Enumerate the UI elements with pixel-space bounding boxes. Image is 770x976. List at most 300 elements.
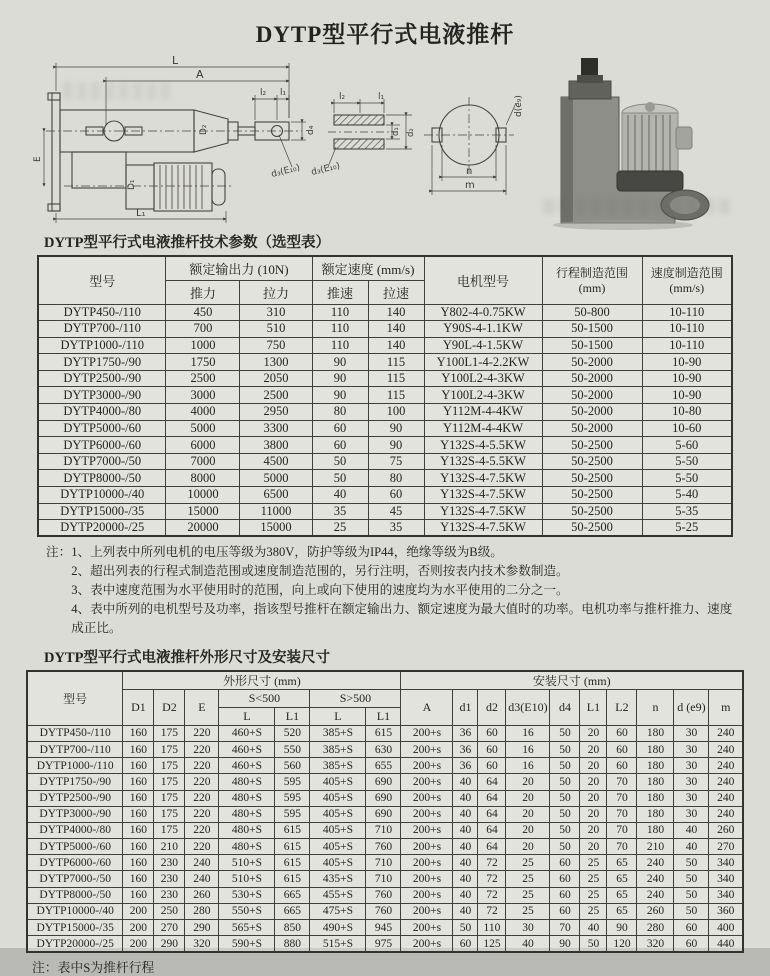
detail-label-l2: l₂ (339, 92, 346, 102)
table-cell: DYTP450-/110 (38, 304, 166, 321)
dim-label-d4: d₄ (306, 125, 316, 135)
table-row (38, 321, 732, 338)
table-cell: 615 (366, 725, 401, 741)
table-row (38, 520, 732, 537)
table-cell: 490+S (310, 920, 366, 936)
table-cell: 30 (674, 741, 709, 757)
table-cell: 125 (478, 936, 506, 952)
table-cell: 40 (453, 855, 478, 871)
table-row (27, 822, 743, 838)
column-header-pull-speed: 拉速 (368, 280, 424, 304)
table-row (27, 855, 743, 871)
table-cell: 230 (154, 887, 185, 903)
column-header-D1: D1 (123, 689, 154, 725)
table-cell: 160 (123, 774, 154, 790)
table-cell: 60 (453, 936, 478, 952)
table-cell: 60 (312, 437, 368, 454)
dimension-drawing-svg (34, 55, 529, 227)
table-cell: 665 (275, 887, 310, 903)
table-cell: 180 (637, 758, 674, 774)
table-cell: 50-2000 (542, 370, 642, 387)
table-row (38, 487, 732, 504)
table-cell: 180 (637, 822, 674, 838)
table-cell: 260 (637, 903, 674, 919)
table-cell: 510+S (219, 855, 275, 871)
column-header-d3: d3(E10) (506, 689, 550, 725)
table-cell: 25 (312, 520, 368, 537)
table-row (27, 839, 743, 855)
table-row (27, 806, 743, 822)
table-cell: 25 (506, 871, 550, 887)
table-cell: 480+S (219, 806, 275, 822)
table-cell: 180 (637, 741, 674, 757)
table-cell: 140 (368, 304, 424, 321)
table-cell: 20 (506, 790, 550, 806)
table-cell: 10-90 (642, 354, 732, 371)
table-cell: DYTP7000-/50 (38, 453, 166, 470)
table-cell: 200+s (401, 920, 453, 936)
table-cell: 405+S (310, 855, 366, 871)
column-header-L1-gt: L1 (366, 707, 401, 725)
table-cell: 90 (312, 370, 368, 387)
table-cell: 80 (368, 470, 424, 487)
table-cell: 200+s (401, 806, 453, 822)
table-cell: 50 (550, 806, 580, 822)
column-group-install: 安装尺寸 (mm) (401, 671, 743, 690)
notes-list (71, 543, 744, 637)
column-header-motor-model: 电机型号 (424, 256, 542, 304)
table-cell: 5-25 (642, 520, 732, 537)
table-cell: 50 (550, 725, 580, 741)
table-cell: 510+S (219, 871, 275, 887)
table-cell: 20 (580, 741, 607, 757)
table-cell: 40 (453, 839, 478, 855)
table-cell: 64 (478, 774, 506, 790)
table-cell: 50 (550, 790, 580, 806)
table-cell: 460+S (219, 725, 275, 741)
dim-label-d3: d₃(E₁₀) (270, 163, 302, 180)
table-cell: 615 (275, 871, 310, 887)
table-cell: 180 (637, 790, 674, 806)
table-row (27, 871, 743, 887)
table-cell: 240 (709, 774, 743, 790)
table-cell: 30 (674, 806, 709, 822)
table-cell: 50 (674, 887, 709, 903)
table-cell: 5-50 (642, 470, 732, 487)
table-cell: 64 (478, 839, 506, 855)
table-cell: 10-110 (642, 304, 732, 321)
dim-table-footnote: 注：表中S为推杆行程 (32, 960, 155, 975)
table-cell: 175 (154, 790, 185, 806)
table-cell: 36 (453, 725, 478, 741)
table-cell: 60 (478, 725, 506, 741)
table-cell: 40 (312, 487, 368, 504)
table-cell: 405+S (310, 790, 366, 806)
table-cell: 515+S (310, 936, 366, 952)
table-cell: 1750 (166, 354, 240, 371)
table-cell: 405+S (310, 774, 366, 790)
table-cell: 200+s (401, 725, 453, 741)
table-cell: 6000 (166, 437, 240, 454)
table-cell: 70 (607, 806, 637, 822)
table-cell: 72 (478, 855, 506, 871)
table-cell: 4500 (240, 453, 312, 470)
table-cell: Y112M-4-4KW (424, 404, 542, 421)
dim-label-D2: D₂ (199, 124, 209, 135)
table-cell: 880 (275, 936, 310, 952)
table-cell: DYTP20000-/25 (27, 936, 123, 952)
table-cell: 40 (453, 822, 478, 838)
table-cell: 60 (607, 758, 637, 774)
table-cell: 240 (709, 758, 743, 774)
column-group-rated-force: 额定输出力 (10N) (166, 256, 312, 280)
table-cell: 220 (185, 741, 219, 757)
column-group-s-gt-500: S>500 (310, 689, 401, 707)
table-cell: 20 (506, 806, 550, 822)
table-cell: 230 (154, 871, 185, 887)
table-cell: 340 (709, 887, 743, 903)
table-cell: 50 (550, 822, 580, 838)
table-cell: 160 (123, 758, 154, 774)
table-cell: 240 (637, 855, 674, 871)
table-cell: 270 (709, 839, 743, 855)
table-row (27, 790, 743, 806)
table-cell: 35 (312, 503, 368, 520)
table-cell: DYTP8000-/50 (27, 887, 123, 903)
column-header-speed-range (642, 256, 732, 304)
table-cell: DYTP10000-/40 (27, 903, 123, 919)
table-cell: 50 (550, 758, 580, 774)
table-cell: 405+S (310, 839, 366, 855)
table-cell: 180 (637, 725, 674, 741)
table-cell: 200+s (401, 871, 453, 887)
table-row (38, 304, 732, 321)
table-cell: 70 (607, 790, 637, 806)
table-cell: 385+S (310, 725, 366, 741)
table-cell: 240 (709, 790, 743, 806)
table-cell: 4000 (166, 404, 240, 421)
table-cell: 385+S (310, 741, 366, 757)
table-cell: 70 (550, 920, 580, 936)
table-cell: 115 (368, 354, 424, 371)
table-cell: 50-2500 (542, 520, 642, 537)
table-cell: 15000 (166, 503, 240, 520)
table-cell: 20 (506, 839, 550, 855)
column-header-stroke-range (542, 256, 642, 304)
table-cell: 25 (580, 887, 607, 903)
table-cell: 945 (366, 920, 401, 936)
table-cell: DYTP700-/110 (38, 321, 166, 338)
table-cell: 270 (154, 920, 185, 936)
dim-label-L: L (172, 54, 179, 67)
table-cell: 60 (550, 871, 580, 887)
table-cell: 50 (550, 839, 580, 855)
table-cell: DYTP3000-/90 (27, 806, 123, 822)
product-photo (533, 55, 748, 230)
table-cell: 115 (368, 387, 424, 404)
table-cell: 175 (154, 741, 185, 757)
table-cell: 560 (275, 758, 310, 774)
table-cell: 700 (166, 321, 240, 338)
table-cell: 455+S (310, 887, 366, 903)
column-header-L2: L2 (607, 689, 637, 725)
table-cell: 140 (368, 337, 424, 354)
table-cell: 435+S (310, 871, 366, 887)
table-cell: 10000 (166, 487, 240, 504)
table-cell: 50-2000 (542, 354, 642, 371)
table-cell: 60 (674, 920, 709, 936)
dim-label-E: E (33, 156, 43, 162)
table-cell: 710 (366, 855, 401, 871)
column-header-model: 型号 (27, 671, 123, 726)
table-cell: DYTP20000-/25 (38, 520, 166, 537)
table-cell: 160 (123, 839, 154, 855)
table-row (38, 387, 732, 404)
endview-label-n: n (466, 166, 473, 177)
table-cell: 200+s (401, 741, 453, 757)
table-cell: DYTP1000-/110 (27, 758, 123, 774)
table-cell: 175 (154, 758, 185, 774)
table-cell: 100 (368, 404, 424, 421)
table-cell: Y132S-4-7.5KW (424, 487, 542, 504)
detail-label-d2: d₂ (406, 128, 416, 137)
table-cell: 20 (580, 839, 607, 855)
table-cell: 10-90 (642, 370, 732, 387)
table-cell: 630 (366, 741, 401, 757)
table-cell: DYTP15000-/35 (38, 503, 166, 520)
table-cell: 90 (607, 920, 637, 936)
dim-label-l2: l₂ (260, 88, 267, 98)
table-cell: 460+S (219, 758, 275, 774)
table-cell: 115 (368, 370, 424, 387)
table-cell: 16 (506, 758, 550, 774)
table-cell: 200 (123, 920, 154, 936)
table-cell: 250 (154, 903, 185, 919)
dim-label-D1: D₁ (127, 179, 137, 190)
table-cell: 40 (453, 806, 478, 822)
table-cell: DYTP6000-/60 (27, 855, 123, 871)
table-cell: 65 (607, 871, 637, 887)
table-cell: 10-60 (642, 420, 732, 437)
column-header-d1: d1 (453, 689, 478, 725)
page-title: DYTP型平行式电液推杆 (255, 22, 515, 47)
table-cell: 60 (674, 936, 709, 952)
table-cell: DYTP7000-/50 (27, 871, 123, 887)
table-cell: 475+S (310, 903, 366, 919)
table-cell: 595 (275, 790, 310, 806)
table-cell: 2500 (166, 370, 240, 387)
table-cell: 220 (185, 806, 219, 822)
table-cell: 50-2500 (542, 470, 642, 487)
table-cell: DYTP8000-/50 (38, 470, 166, 487)
table-cell: 90 (312, 354, 368, 371)
endview-label-de9: d(e₉) (514, 95, 524, 117)
column-header-A: A (401, 689, 453, 725)
dimension-table (26, 670, 744, 953)
table-cell: 595 (275, 774, 310, 790)
table-cell: 320 (637, 936, 674, 952)
table-row (27, 741, 743, 757)
table-cell: 615 (275, 839, 310, 855)
table-row (38, 404, 732, 421)
table-cell: 240 (185, 855, 219, 871)
table-cell: 11000 (240, 503, 312, 520)
table-cell: 36 (453, 741, 478, 757)
table-cell: 6500 (240, 487, 312, 504)
table-cell: 60 (607, 741, 637, 757)
table-cell: 760 (366, 903, 401, 919)
table-cell: 690 (366, 774, 401, 790)
flange-outline (52, 93, 60, 211)
table-cell: 220 (185, 839, 219, 855)
notes-block (46, 543, 744, 637)
product-photo-svg (533, 55, 748, 230)
table-cell: 175 (154, 822, 185, 838)
column-header-push-force: 推力 (166, 280, 240, 304)
dim-label-L1: L₁ (136, 208, 146, 219)
note-item: 3、表中速度范围为水平使用时的范围，向上或向下使用的速度均为水平使用的二分之一。 (71, 583, 569, 598)
table-cell: 710 (366, 822, 401, 838)
table-row (27, 725, 743, 741)
note-item: 2、超出列表的行程式制造范围或速度制造范围的，另行注明，否则按表内技术参数制造。 (71, 564, 569, 579)
table-row (27, 887, 743, 903)
notes-prefix: 注： (46, 545, 72, 560)
table-cell: 405+S (310, 822, 366, 838)
table-cell: DYTP2500-/90 (27, 790, 123, 806)
table-cell: 160 (123, 887, 154, 903)
table-cell: 25 (580, 871, 607, 887)
table-cell: 220 (185, 790, 219, 806)
table-cell: 50-2000 (542, 420, 642, 437)
table-cell: 460+S (219, 741, 275, 757)
table-cell: 690 (366, 790, 401, 806)
table-cell: 90 (368, 437, 424, 454)
table-cell: 40 (453, 790, 478, 806)
table-cell: 260 (185, 887, 219, 903)
spec-table-title: DYTP型平行式电液推杆技术参数（选型表） (44, 235, 330, 251)
table-cell: 220 (185, 774, 219, 790)
table-cell: 60 (478, 758, 506, 774)
table-cell: 230 (154, 855, 185, 871)
table-cell: 200+s (401, 855, 453, 871)
table-cell: DYTP450-/110 (27, 725, 123, 741)
table-cell: 75 (368, 453, 424, 470)
table-cell: 550 (275, 741, 310, 757)
table-cell: 280 (185, 903, 219, 919)
table-cell: 160 (123, 790, 154, 806)
table-cell: 80 (312, 404, 368, 421)
table-cell: 50-2000 (542, 387, 642, 404)
table-cell: 70 (607, 774, 637, 790)
table-cell: 35 (368, 520, 424, 537)
table-cell: 760 (366, 839, 401, 855)
column-group-s-lt-500: S<500 (219, 689, 310, 707)
table-cell: 5-60 (642, 437, 732, 454)
table-cell: 30 (506, 920, 550, 936)
table-cell: 3300 (240, 420, 312, 437)
table-cell: 160 (123, 806, 154, 822)
column-header-D2: D2 (154, 689, 185, 725)
table-cell: 3000 (166, 387, 240, 404)
table-row (27, 774, 743, 790)
table-cell: 160 (123, 725, 154, 741)
column-header-L1-lt: L1 (275, 707, 310, 725)
table-cell: 70 (607, 822, 637, 838)
table-row (38, 470, 732, 487)
table-cell: 20 (580, 758, 607, 774)
table-cell: Y100L1-4-2.2KW (424, 354, 542, 371)
table-cell: 50-2500 (542, 503, 642, 520)
table-cell: 280 (637, 920, 674, 936)
table-cell: 90 (368, 420, 424, 437)
table-cell: 10-80 (642, 404, 732, 421)
table-cell: 110 (312, 304, 368, 321)
table-cell: 25 (580, 903, 607, 919)
table-cell: 20000 (166, 520, 240, 537)
table-cell: DYTP6000-/60 (38, 437, 166, 454)
table-cell: 200+s (401, 887, 453, 903)
column-header-E: E (185, 689, 219, 725)
table-cell: 180 (637, 774, 674, 790)
table-cell: 240 (709, 806, 743, 822)
table-cell: 405+S (310, 806, 366, 822)
table-row (38, 420, 732, 437)
table-cell: DYTP5000-/60 (27, 839, 123, 855)
table-cell: DYTP1750-/90 (27, 774, 123, 790)
table-cell: 200+s (401, 839, 453, 855)
table-row (38, 503, 732, 520)
table-cell: Y90S-4-1.1KW (424, 321, 542, 338)
table-cell: 50 (312, 453, 368, 470)
table-cell: 760 (366, 887, 401, 903)
table-row (38, 337, 732, 354)
table-cell: 50 (674, 871, 709, 887)
table-cell: Y132S-4-7.5KW (424, 520, 542, 537)
table-cell: 65 (607, 855, 637, 871)
table-cell: 64 (478, 822, 506, 838)
detail-label-l1: l₁ (378, 92, 385, 102)
table-cell: 40 (506, 936, 550, 952)
table-cell: 20 (580, 774, 607, 790)
table-cell: DYTP700-/110 (27, 741, 123, 757)
table-cell: 175 (154, 725, 185, 741)
table-cell: 60 (312, 420, 368, 437)
table-cell: 160 (123, 822, 154, 838)
table-cell: 220 (185, 725, 219, 741)
column-header-n: n (637, 689, 674, 725)
table-cell: 50-2000 (542, 404, 642, 421)
table-cell: 90 (312, 387, 368, 404)
table-cell: 530+S (219, 887, 275, 903)
table-cell: 520 (275, 725, 310, 741)
table-cell: 440 (709, 936, 743, 952)
column-header-m: m (709, 689, 743, 725)
table-cell: 10-110 (642, 337, 732, 354)
table-cell: 655 (366, 758, 401, 774)
table-cell: DYTP1000-/110 (38, 337, 166, 354)
table-cell: DYTP4000-/80 (27, 822, 123, 838)
table-row (38, 437, 732, 454)
table-cell: Y100L2-4-3KW (424, 370, 542, 387)
table-cell: 750 (240, 337, 312, 354)
table-cell: 665 (275, 903, 310, 919)
table-cell: 10-110 (642, 321, 732, 338)
table-cell: 30 (674, 725, 709, 741)
table-cell: 480+S (219, 790, 275, 806)
table-cell: 50-1500 (542, 337, 642, 354)
table-cell: 60 (550, 903, 580, 919)
table-cell: 10-90 (642, 387, 732, 404)
